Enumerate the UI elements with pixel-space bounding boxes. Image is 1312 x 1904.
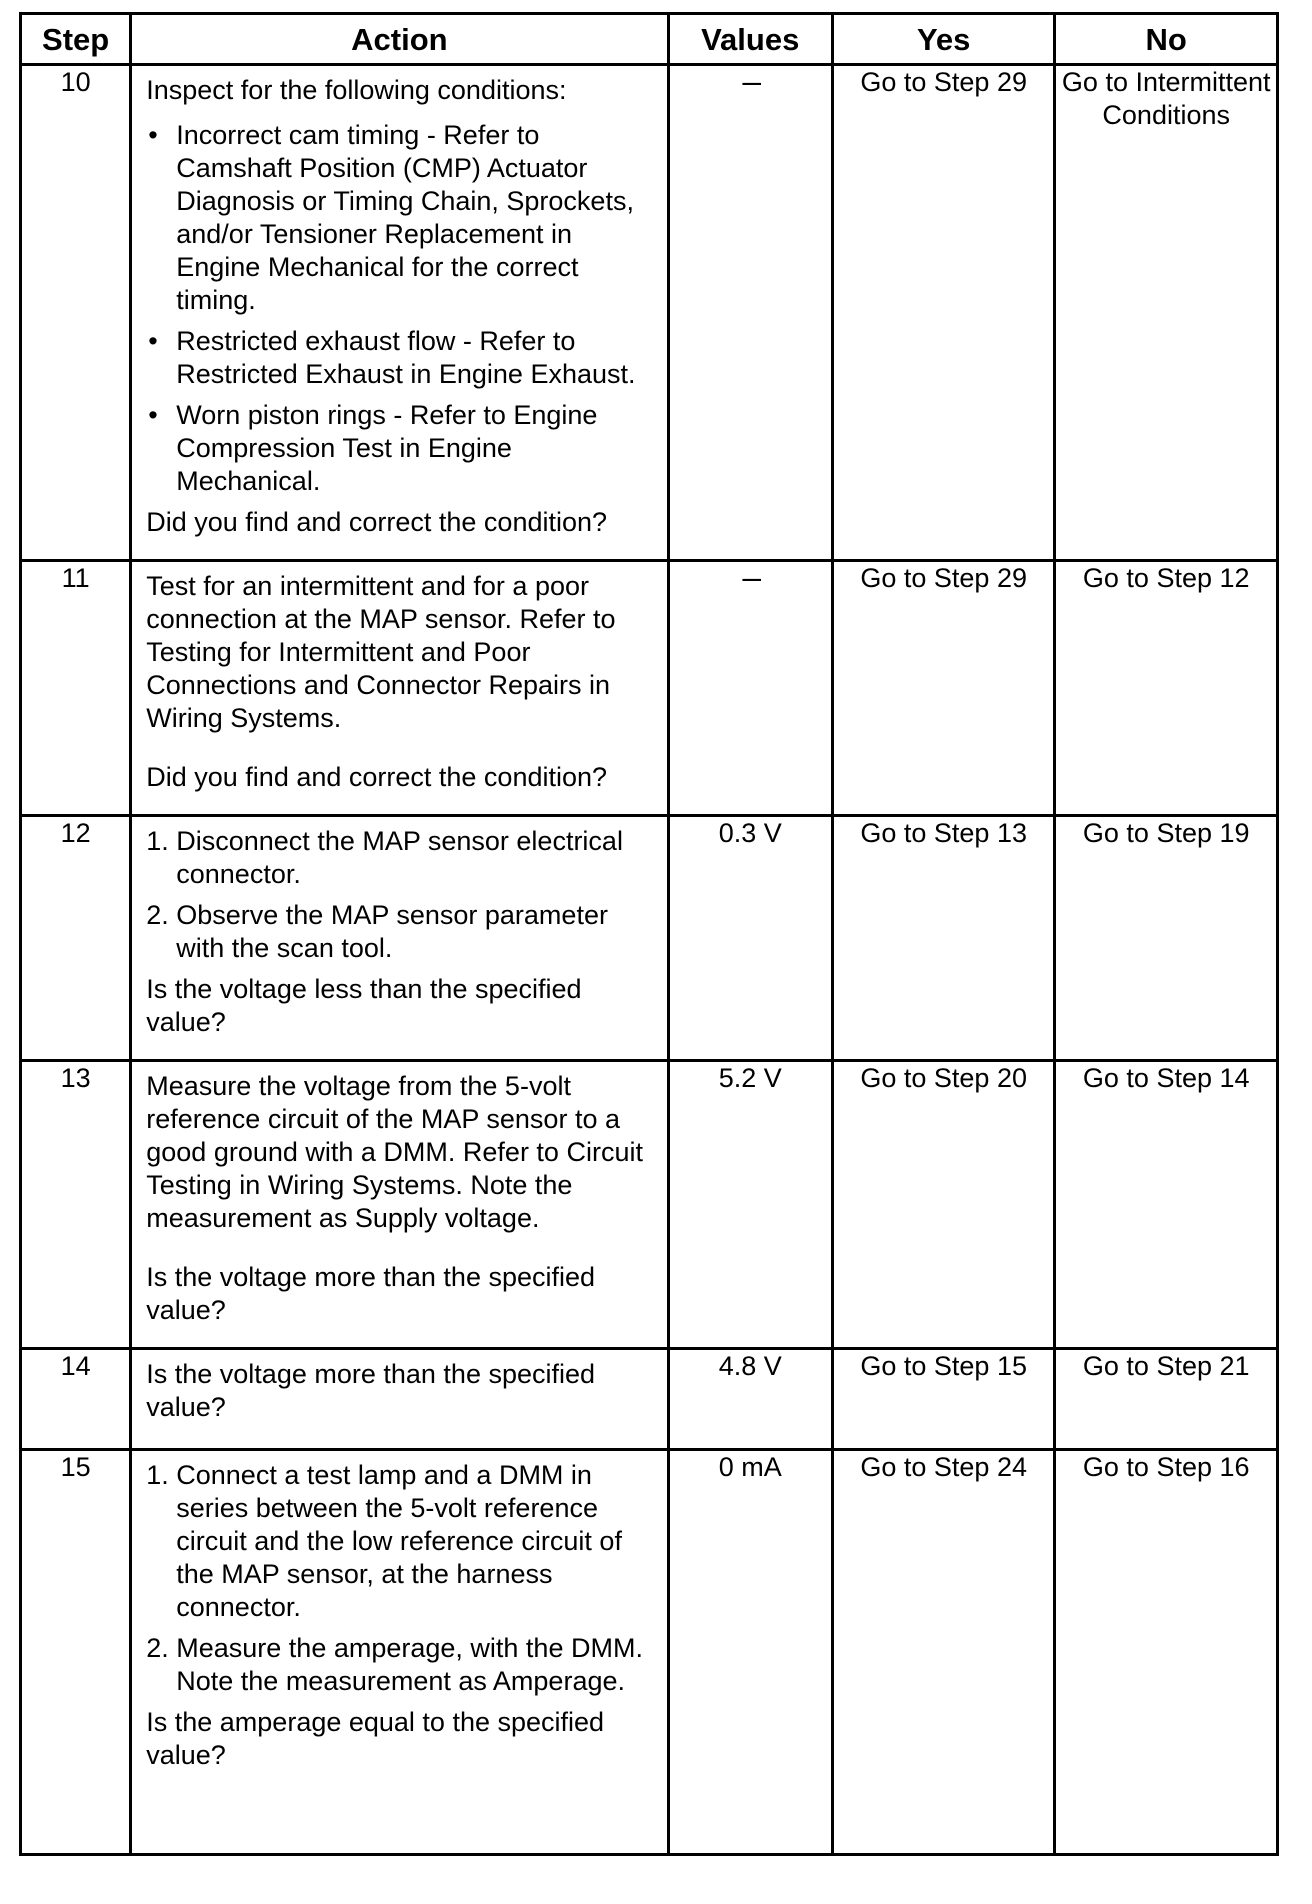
list-item-text: Measure the amperage, with the DMM. Note the measurement as Amperage.	[176, 1633, 643, 1696]
action-cell	[131, 816, 668, 1061]
list-item	[146, 1632, 654, 1698]
action-intro: Measure the voltage from the 5-volt reference circuit of the MAP sensor to a good ground with a DMM. Refer to Circuit Testing in Wiring Systems. Note the measurement as Supply voltage.	[146, 1071, 643, 1233]
list-item	[146, 119, 654, 317]
step-number	[21, 1061, 131, 1349]
list-item	[146, 1459, 654, 1624]
no-cell: Go to Step 14	[1055, 1061, 1278, 1349]
list-number: 1.	[146, 826, 169, 856]
value-cell	[668, 1450, 832, 1855]
list-number: 2.	[146, 1633, 169, 1663]
step-number	[21, 561, 131, 816]
action-intro: Test for an intermittent and for a poor connection at the MAP sensor. Refer to Testing for Intermittent and Poor Connections and Connector Repairs in Wiring Systems.	[146, 571, 616, 733]
action-numbered-list	[146, 1459, 654, 1698]
list-item	[146, 899, 654, 965]
bullet-icon: •	[148, 400, 158, 430]
value-text: ---	[741, 67, 760, 97]
action-cell	[131, 561, 668, 816]
bullet-icon: •	[148, 120, 158, 150]
table-row	[21, 816, 1278, 1061]
action-question: Is the amperage equal to the specified value?	[146, 1707, 605, 1770]
step-number-text: 11	[61, 563, 90, 593]
action-numbered-list	[146, 825, 654, 965]
list-item-text: Worn piston rings - Refer to Engine Compression Test in Engine Mechanical.	[176, 400, 598, 496]
yes-cell: Go to Step 29	[832, 65, 1055, 561]
action-question: Is the voltage less than the specified value?	[146, 974, 582, 1037]
list-item-text: Incorrect cam timing - Refer to Camshaft Position (CMP) Actuator Diagnosis or Timing Chain, Sprockets, and/or Tensioner Replacement in Engine Mechanical for the correct timing.	[176, 120, 634, 315]
action-question: Is the voltage more than the specified value?	[146, 1359, 596, 1422]
value-text: 0.3 V	[718, 818, 782, 848]
value-cell	[668, 561, 832, 816]
step-number-text: 12	[60, 818, 91, 848]
header-values: Values	[668, 14, 832, 65]
step-number-text: 13	[60, 1063, 91, 1093]
action-intro: Inspect for the following conditions:	[146, 75, 567, 105]
value-text: 4.8 V	[718, 1351, 782, 1381]
list-number: 2.	[146, 900, 169, 930]
table-row	[21, 561, 1278, 816]
yes-cell: Go to Step 15	[832, 1349, 1055, 1450]
table-row	[21, 65, 1278, 561]
action-question: Is the voltage more than the specified value?	[146, 1262, 596, 1325]
step-number	[21, 816, 131, 1061]
action-question: Did you find and correct the condition?	[146, 762, 608, 792]
action-bullet-list	[146, 119, 654, 498]
value-text: 5.2 V	[718, 1063, 782, 1093]
value-text: 0 mA	[718, 1452, 782, 1482]
list-item-text: Observe the MAP sensor parameter with the scan tool.	[176, 900, 608, 963]
step-number	[21, 1349, 131, 1450]
step-number-text: 14	[60, 1351, 91, 1381]
table-row	[21, 1450, 1278, 1855]
header-no: No	[1055, 14, 1278, 65]
header-yes: Yes	[832, 14, 1055, 65]
header-row	[21, 14, 1278, 65]
value-text: ---	[741, 563, 760, 593]
list-item-text: Connect a test lamp and a DMM in series between the 5-volt reference circuit and the low reference circuit of the MAP sensor, at the harness connector.	[176, 1460, 622, 1622]
step-number-text: 10	[60, 67, 91, 97]
table-row	[21, 1349, 1278, 1450]
list-item	[146, 825, 654, 891]
no-cell: Go to Step 19	[1055, 816, 1278, 1061]
action-cell	[131, 1349, 668, 1450]
step-number	[21, 65, 131, 561]
no-cell: Go to Step 16	[1055, 1450, 1278, 1855]
list-item-text: Disconnect the MAP sensor electrical connector.	[176, 826, 623, 889]
no-cell: Go to Intermittent Conditions	[1055, 65, 1278, 561]
bullet-icon: •	[148, 326, 158, 356]
yes-cell: Go to Step 24	[832, 1450, 1055, 1855]
header-step: Step	[21, 14, 131, 65]
list-item	[146, 325, 654, 391]
yes-cell: Go to Step 20	[832, 1061, 1055, 1349]
table-row	[21, 1061, 1278, 1349]
list-number: 1.	[146, 1460, 169, 1490]
value-cell	[668, 816, 832, 1061]
list-item-text: Restricted exhaust flow - Refer to Restricted Exhaust in Engine Exhaust.	[176, 326, 636, 389]
no-cell: Go to Step 21	[1055, 1349, 1278, 1450]
yes-cell: Go to Step 13	[832, 816, 1055, 1061]
action-cell	[131, 1450, 668, 1855]
diagnostic-table	[19, 12, 1279, 1856]
value-cell	[668, 1061, 832, 1349]
list-item	[146, 399, 654, 498]
action-cell	[131, 65, 668, 561]
action-cell	[131, 1061, 668, 1349]
no-cell: Go to Step 12	[1055, 561, 1278, 816]
header-action: Action	[131, 14, 668, 65]
step-number-text: 15	[60, 1452, 91, 1482]
step-number	[21, 1450, 131, 1855]
action-question: Did you find and correct the condition?	[146, 507, 608, 537]
value-cell	[668, 65, 832, 561]
yes-cell: Go to Step 29	[832, 561, 1055, 816]
value-cell	[668, 1349, 832, 1450]
